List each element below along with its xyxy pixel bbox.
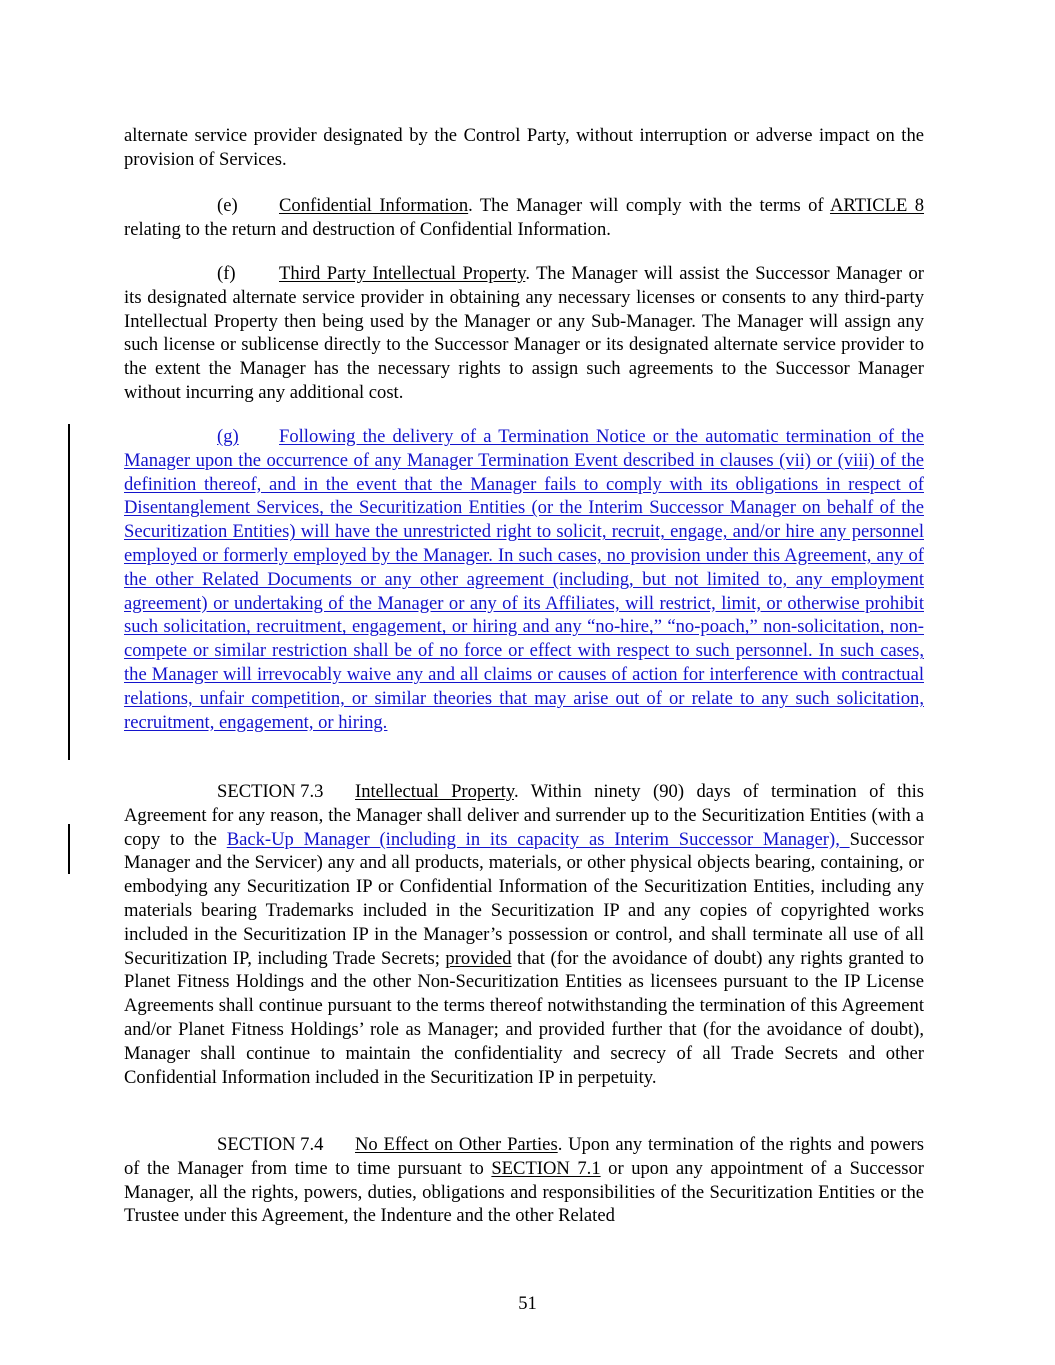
section-7-3-number: SECTION 7.3 [217, 781, 324, 802]
revision-change-bar-7-3 [68, 824, 70, 874]
section-7-4-heading: No Effect on Other Parties [355, 1134, 558, 1155]
paragraph-e-label: (e) [217, 195, 238, 216]
paragraph-e-text-1: . The Manager will comply with the terms of [468, 195, 830, 216]
section-7-4-number: SECTION 7.4 [217, 1134, 324, 1155]
page-number: 51 [518, 1293, 537, 1314]
paragraph-f [124, 262, 924, 405]
continuation-paragraph [124, 124, 924, 172]
paragraph-f-label: (f) [217, 263, 236, 284]
section-7-3-heading: Intellectual Property [355, 781, 514, 802]
provided-term: provided [445, 947, 512, 969]
section-7-3-text-2: Successor Manager and the Servicer) any and all products, materials, or other physical objects bearing, containing, or embodying any Securitization IP or Confidential Information of the Securitization Entities, including any materials bearing Trademarks included in the Securitization IP and any copies of copyrighted works included in the Securitization IP in the Manager’s possession or control, and shall terminate all use of all Securitization IP, including Trade Secrets; [124, 828, 924, 969]
article-8-reference: ARTICLE 8 [829, 195, 925, 216]
section-7-4-text-2: or upon any appointment of a Successor Manager, all the rights, powers, duties, obligations and responsibilities of the Securitization Entities or the Trustee under this Agreement, the Indenture and the other Related [124, 1157, 924, 1227]
section-7-1-reference: SECTION 7.1 [491, 1157, 601, 1179]
section-7-3-text-3: that (for the avoidance of doubt) any rights granted to Planet Fitness Holdings and the other Non-Securitization Entities as licensees pursuant to the IP License Agreements shall continue pursuant to the terms thereof notwithstanding the termination of this Agreement and/or Planet Fitness Holdings’ role as Manager; and provided further that (for the avoidance of doubt), Manager shall continue to maintain the confidentiality and secrecy of all Trade Secrets and other Confidential Information included in the Securitization IP in perpetuity. [124, 947, 924, 1088]
section-7-3 [124, 780, 924, 1089]
section-7-3-inserted-text: Back-Up Manager (including in its capacity as Interim Successor Manager), [226, 828, 850, 850]
paragraph-e-text-2: relating to the return and destruction of Confidential Information. [124, 218, 611, 240]
revision-change-bar-g [68, 424, 70, 760]
paragraph-g-inserted [124, 425, 924, 734]
paragraph-g-text: Following the delivery of a Termination Notice or the automatic termination of the Manager upon the occurrence of any Manager Termination Event described in clauses (vii) or (viii) of the definition thereof, and in the event that the Manager fails to comply with its obligations in respect of Disentanglement Services, the Securitization Entities (or the Interim Successor Manager on behalf of the Securitization Entities) will have the unrestricted right to solicit, recruit, engage, and/or hire any personnel employed or formerly employed by the Manager. In such cases, no provision under this Agreement, any of the other Related Documents or any other agreement (including, but not limited to, any employment agreement) or undertaking of the Manager or any of its Affiliates, will restrict, limit, or otherwise prohibit such solicitation, recruitment, engagement, or hiring and any “no-hire,” “no-poach,” non-solicitation, non-compete or similar restriction shall be of no force or effect with respect to such personnel. In such cases, the Manager will irrevocably waive any and all claims or causes of action for interference with contractual relations, unfair competition, or similar theories that may arise out of or relate to any such solicitation, recruitment, engagement, or hiring. [124, 426, 924, 733]
section-7-4 [124, 1133, 924, 1228]
paragraph-e-heading: Confidential Information [279, 195, 469, 216]
section-7-3-text-1: . Within ninety (90) days of termination of this Agreement for any reason, the Manager shall deliver and surrender up to the Securitization Entities (with a copy to the [124, 781, 924, 850]
paragraph-f-text: . The Manager will assist the Successor Manager or its designated alternate service provider in obtaining any necessary licenses or consents to any third-party Intellectual Property then being used by the Manager or any Sub-Manager. The Manager will assign any such license or sublicense directly to the Successor Manager or its designated alternate service provider to the extent the Manager has the necessary rights to assign such agreements to the Successor Manager without incurring any additional cost. [124, 263, 924, 403]
continuation-text: alternate service provider designated by the Control Party, without interruption or adverse impact on the provision of Services. [124, 125, 924, 170]
section-7-4-text-1: . Upon any termination of the rights and powers of the Manager from time to time pursuant to [124, 1134, 924, 1179]
paragraph-g-label: (g) [217, 426, 239, 447]
paragraph-e [124, 194, 924, 242]
paragraph-f-heading: Third Party Intellectual Property [279, 263, 526, 284]
